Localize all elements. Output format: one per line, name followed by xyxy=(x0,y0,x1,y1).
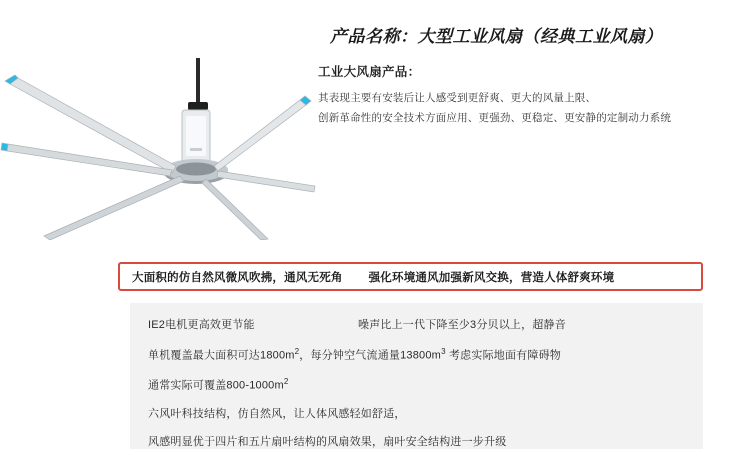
spec-panel xyxy=(130,303,703,449)
intro-heading: 工业大风扇产品： xyxy=(318,65,421,79)
intro-line-2: 创新革命性的安全技术方面应用、更强劲、更稳定、更安静的定制动力系统 xyxy=(318,112,672,125)
spec-row-2 xyxy=(148,346,685,364)
spec-unit-cube: 3 xyxy=(441,346,446,356)
page-title: 产品名称：大型工业风扇（经典工业风扇） xyxy=(330,27,663,46)
spec-obstacle-note: 考虑实际地面有障碍物 xyxy=(445,349,561,362)
spec-motor-efficiency: IE2电机更高效更节能 xyxy=(148,319,255,331)
banner-text-left: 大面积的仿自然风微风吹拂，通风无死角 xyxy=(132,271,343,284)
spec-coverage-typical: 通常实际可覆盖800-1000m xyxy=(148,379,284,392)
intro-block xyxy=(318,62,718,131)
spec-unit-sq: 2 xyxy=(294,346,300,356)
banner-text-right: 强化环境通风加强新风交换，营造人体舒爽环境 xyxy=(368,271,615,284)
spec-row-4: 六风叶科技结构，仿自然风，让人体风感轻如舒适， xyxy=(148,407,406,420)
spec-unit-sq-2: 2 xyxy=(283,376,289,386)
intro-line-1: 其表现主要有安装后让人感受到更舒爽、更大的风量上限、 xyxy=(318,92,597,104)
spec-airflow: ，每分钟空气流通量13800m xyxy=(299,349,442,362)
spec-coverage-max: 单机覆盖最大面积可达1800m xyxy=(148,349,295,362)
fan-illustration xyxy=(0,40,320,240)
spec-row-3 xyxy=(148,376,685,394)
highlight-banner xyxy=(118,262,703,291)
spec-row-1 xyxy=(148,317,685,334)
spec-row-5: 风感明显优于四片和五片扇叶结构的风扇效果，扇叶安全结构进一步升级 xyxy=(148,436,507,449)
spec-noise: 噪声比上一代下降至少3分贝以上，超静音 xyxy=(358,319,566,331)
